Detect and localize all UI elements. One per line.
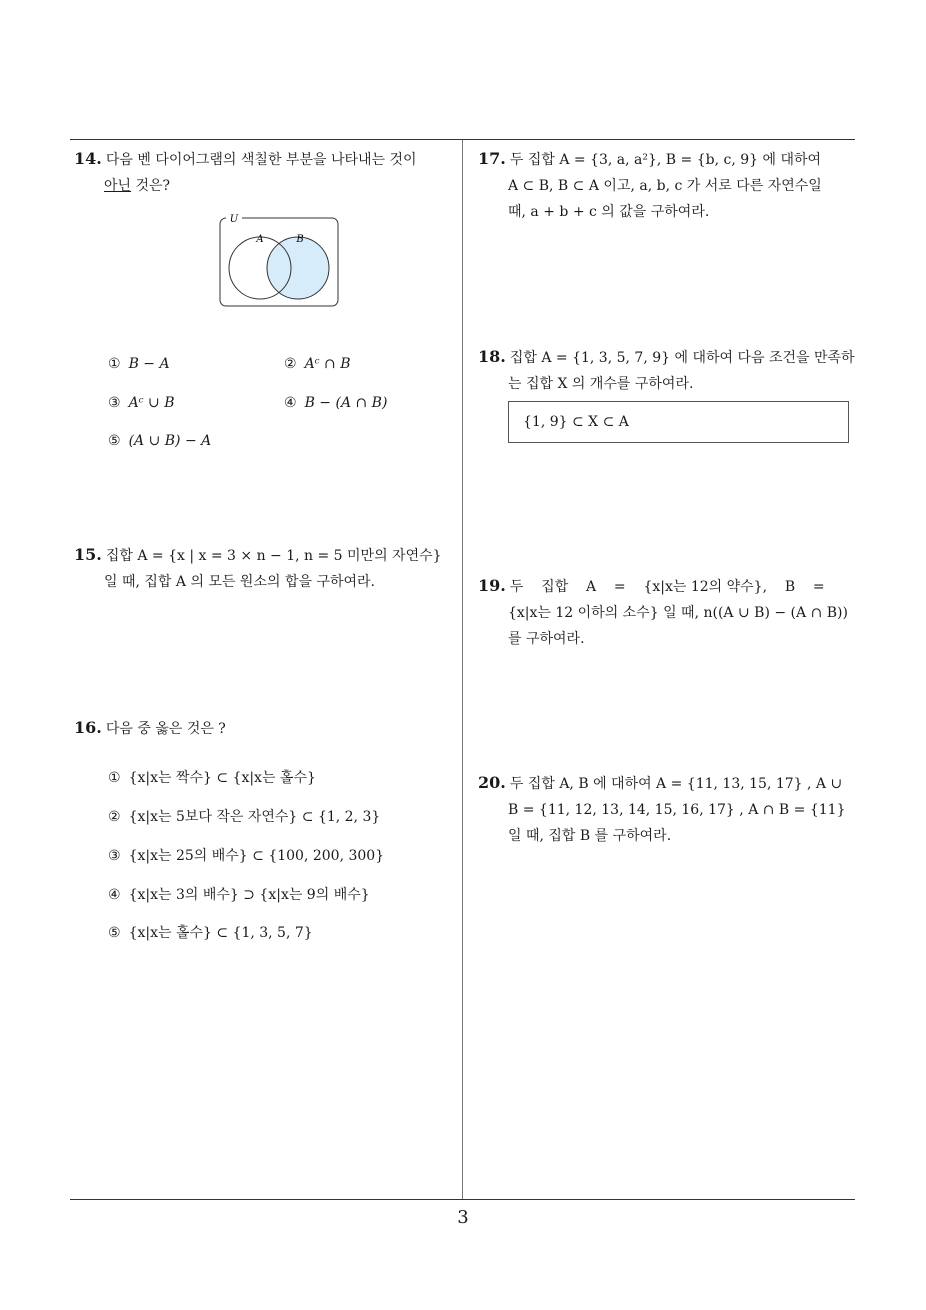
- condition-text: {1, 9} ⊂ X ⊂ A: [523, 414, 629, 430]
- choice-3[interactable]: [108, 845, 384, 865]
- question-text: 집합 A = {x | x = 3 × n − 1, n = 5 미만의 자연수}: [105, 548, 442, 564]
- choice-marker: ②: [284, 356, 297, 372]
- question-number: 20.: [478, 773, 506, 792]
- choice-text: {x|x는 5보다 작은 자연수} ⊂ {1, 2, 3}: [128, 809, 381, 825]
- question-18: [478, 344, 855, 397]
- choice-text: B − (A ∩ B): [304, 395, 388, 411]
- underlined-word: 아닌: [104, 178, 132, 194]
- choice-marker: ③: [108, 848, 121, 864]
- choice-text: {x|x는 25의 배수} ⊂ {100, 200, 300}: [128, 848, 385, 864]
- choice-marker: ①: [108, 770, 121, 786]
- question-number: 14.: [74, 149, 102, 168]
- question-text: 것은?: [131, 178, 171, 194]
- question-number: 15.: [74, 545, 102, 564]
- question-number: 19.: [478, 576, 506, 595]
- question-19: [478, 573, 848, 652]
- choice-marker: ④: [284, 395, 297, 411]
- choice-2[interactable]: [284, 356, 351, 372]
- question-16: [74, 715, 226, 742]
- choice-marker: ④: [108, 887, 121, 903]
- question-text: A ⊂ B, B ⊂ A 이고, a, b, c 가 서로 다른 자연수일: [508, 178, 822, 194]
- b-label: B: [296, 234, 304, 245]
- choice-text: Aᶜ ∪ B: [128, 395, 175, 411]
- choice-text: {x|x는 홀수} ⊂ {1, 3, 5, 7}: [128, 925, 313, 941]
- choice-text: B − A: [128, 356, 170, 372]
- question-text: {x|x는 12 이하의 소수} 일 때, n((A ∪ B) − (A ∩ B)): [508, 605, 848, 621]
- page-number: 3: [457, 1207, 469, 1228]
- choice-marker: ②: [108, 809, 121, 825]
- choice-3[interactable]: [108, 395, 175, 411]
- choice-text: {x|x는 3의 배수} ⊃ {x|x는 9의 배수}: [128, 887, 370, 903]
- choice-marker: ⑤: [108, 925, 121, 941]
- question-15: [74, 542, 442, 595]
- choice-text: (A ∪ B) − A: [128, 433, 212, 449]
- question-14: [74, 146, 417, 199]
- question-20: [478, 770, 845, 849]
- question-text: 는 집합 X 의 개수를 구하여라.: [508, 376, 694, 392]
- condition-box: [508, 401, 849, 443]
- question-17: [478, 146, 822, 225]
- question-text: 때, a + b + c 의 값을 구하여라.: [508, 204, 710, 220]
- u-label: U: [229, 214, 239, 225]
- venn-diagram: [218, 212, 342, 310]
- question-number: 16.: [74, 718, 102, 737]
- question-text: 일 때, 집합 A 의 모든 원소의 합을 구하여라.: [104, 574, 375, 590]
- question-text: 다음 벤 다이어그램의 색칠한 부분을 나타내는 것이: [105, 152, 417, 168]
- question-text: 두 집합 A, B 에 대하여 A = {11, 13, 15, 17} , A ∪: [509, 776, 843, 792]
- choice-5[interactable]: [108, 433, 211, 449]
- a-label: A: [256, 234, 264, 245]
- column-divider: [462, 140, 463, 1200]
- question-text: 두 집합 A = {3, a, a²}, B = {b, c, 9} 에 대하여: [509, 152, 822, 168]
- question-text: 다음 중 옳은 것은 ?: [105, 721, 226, 737]
- question-text: 집합 A = {1, 3, 5, 7, 9} 에 대하여 다음 조건을 만족하: [509, 350, 855, 366]
- question-number: 17.: [478, 149, 506, 168]
- question-text: 두 집합 A = {x|x는 12의 약수}, B =: [509, 579, 825, 595]
- question-number: 18.: [478, 347, 506, 366]
- choice-text: Aᶜ ∩ B: [304, 356, 351, 372]
- choice-marker: ③: [108, 395, 121, 411]
- choice-4[interactable]: [284, 395, 387, 411]
- question-text: 일 때, 집합 B 를 구하여라.: [508, 828, 672, 844]
- choice-2[interactable]: [108, 806, 380, 826]
- question-text: B = {11, 12, 13, 14, 15, 16, 17} , A ∩ B = {11}: [508, 802, 846, 818]
- choice-text: {x|x는 짝수} ⊂ {x|x는 홀수}: [128, 770, 316, 786]
- choice-4[interactable]: [108, 884, 370, 904]
- bottom-rule: [70, 1199, 855, 1200]
- set-b-circle: [267, 237, 329, 299]
- choice-5[interactable]: [108, 922, 313, 942]
- choice-1[interactable]: [108, 356, 170, 372]
- choice-marker: ①: [108, 356, 121, 372]
- choice-marker: ⑤: [108, 433, 121, 449]
- choice-1[interactable]: [108, 767, 316, 787]
- question-text: 를 구하여라.: [508, 631, 585, 647]
